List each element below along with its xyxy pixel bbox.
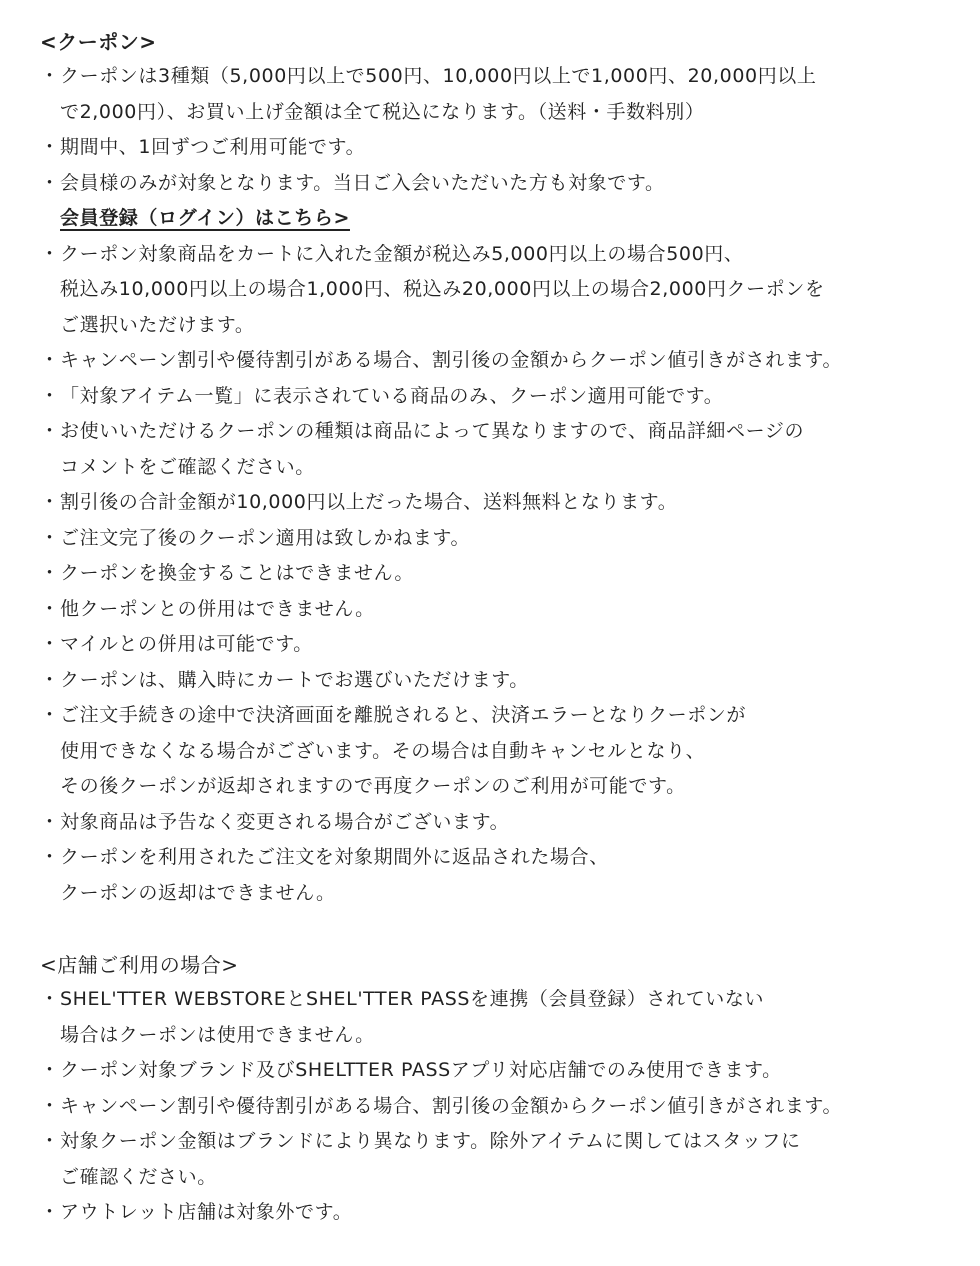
coupon-list: [40, 59, 980, 201]
item-text: アウトレット店舗は対象外です。: [60, 1201, 353, 1223]
bullet: ・: [40, 1201, 60, 1223]
item-text: クーポン対象ブランド及びSHELTTER PASSアプリ対応店舗でのみ使用できます。: [60, 1059, 782, 1081]
store-heading: <店舗ご利用の場合>: [40, 953, 239, 977]
item-text: クーポン対象商品をカートに入れた金額が税込み5,000円以上の場合500円、: [60, 242, 744, 265]
bullet: ・: [40, 420, 60, 442]
item-text: キャンペーン割引や優待割引がある場合、割引後の金額からクーポン値引きがされます。: [60, 1094, 843, 1117]
bullet: ・: [40, 384, 60, 407]
item-text: 「対象アイテム一覧」に表示されている商品のみ、クーポン適用可能です。: [60, 384, 724, 407]
bullet: ・: [40, 136, 60, 158]
item-text: 割引後の合計金額が10,000円以上だった場合、送料無料となります。: [60, 491, 678, 513]
item-text: 税込み10,000円以上の場合1,000円、税込み20,000円以上の場合2,000円クーポンを: [60, 278, 825, 300]
item-text: マイルとの併用は可能です。: [60, 633, 313, 655]
bullet: ・: [40, 1094, 60, 1117]
item-text: ご選択いただけます。: [60, 313, 255, 336]
bullet: ・: [40, 597, 60, 620]
item-text: 使用できなくなる場合がございます。その場合は自動キャンセルとなり、: [60, 739, 706, 762]
store-list: [40, 982, 980, 1231]
item-text: 場合はクーポンは使用できません。: [60, 1023, 375, 1046]
list-item: [40, 485, 980, 521]
item-text: ご確認ください。: [60, 1165, 217, 1188]
bullet: ・: [40, 562, 60, 584]
list-item: [40, 379, 980, 415]
list-item: [40, 556, 980, 592]
coupon-heading: <クーポン>: [40, 30, 157, 54]
list-item: [40, 592, 980, 628]
list-item: [40, 1124, 980, 1195]
item-text: 対象クーポン金額はブランドにより異なります。除外アイテムに関してはスタッフに: [60, 1130, 801, 1152]
item-text: ご注文完了後のクーポン適用は致しかねます。: [60, 526, 471, 549]
bullet: ・: [40, 491, 60, 513]
bullet: ・: [40, 846, 60, 868]
bullet: ・: [40, 242, 60, 265]
list-item: [40, 982, 980, 1053]
list-item: [40, 521, 980, 557]
item-text: 会員様のみが対象となります。当日ご入会いただいた方も対象です。: [60, 171, 665, 194]
bullet: ・: [40, 171, 60, 194]
item-text: 他クーポンとの併用はできません。: [60, 597, 375, 620]
bullet: ・: [40, 1130, 60, 1152]
item-text: 期間中、1回ずつご利用可能です。: [60, 136, 366, 158]
member-link-row: [40, 201, 980, 237]
bullet: ・: [40, 810, 60, 833]
list-item: [40, 627, 980, 663]
list-item: [40, 414, 980, 485]
bullet: ・: [40, 526, 60, 549]
list-item: [40, 343, 980, 379]
list-item: [40, 59, 980, 130]
item-text: 対象商品は予告なく変更される場合がございます。: [60, 810, 510, 833]
bullet: ・: [40, 988, 60, 1010]
list-item: [40, 663, 980, 699]
item-text: SHEL'TTER WEBSTOREとSHEL'TTER PASSを連携（会員登録）されていない: [60, 988, 765, 1010]
item-text: クーポンを利用されたご注文を対象期間外に返品された場合、: [60, 846, 609, 868]
bullet: ・: [40, 1059, 60, 1081]
member-registration-link[interactable]: 会員登録（ログイン）はこちら>: [60, 207, 350, 229]
bullet: ・: [40, 633, 60, 655]
item-text: コメントをご確認ください。: [60, 455, 315, 478]
item-text: クーポンは3種類（5,000円以上で500円、10,000円以上で1,000円、20,000円以上: [60, 65, 817, 87]
list-item: [40, 1195, 980, 1231]
item-text: ご注文手続きの途中で決済画面を離脱されると、決済エラーとなりクーポンが: [60, 704, 747, 726]
list-item: [40, 1053, 980, 1089]
bullet: ・: [40, 668, 60, 691]
item-text: お使いいただけるクーポンの種類は商品によって異なりますので、商品詳細ページの: [60, 420, 805, 442]
list-item: [40, 237, 980, 344]
item-text: キャンペーン割引や優待割引がある場合、割引後の金額からクーポン値引きがされます。: [60, 349, 843, 371]
list-item: [40, 130, 980, 166]
coupon-list-continued: [40, 237, 980, 912]
list-item: [40, 166, 980, 202]
bullet: ・: [40, 349, 60, 371]
list-item: [40, 698, 980, 805]
bullet: ・: [40, 65, 60, 87]
item-text: その後クーポンが返却されますので再度クーポンのご利用が可能です。: [60, 775, 686, 797]
item-text: クーポンの返却はできません。: [60, 881, 336, 904]
section-spacer: [40, 911, 980, 951]
list-item: [40, 805, 980, 841]
list-item: [40, 1089, 980, 1125]
item-text: で2,000円）、お買い上げ金額は全て税込になります。（送料・手数料別）: [60, 100, 705, 123]
bullet: ・: [40, 704, 60, 726]
item-text: クーポンを換金することはできません。: [60, 562, 414, 584]
item-text: クーポンは、購入時にカートでお選びいただけます。: [60, 668, 529, 691]
list-item: [40, 840, 980, 911]
